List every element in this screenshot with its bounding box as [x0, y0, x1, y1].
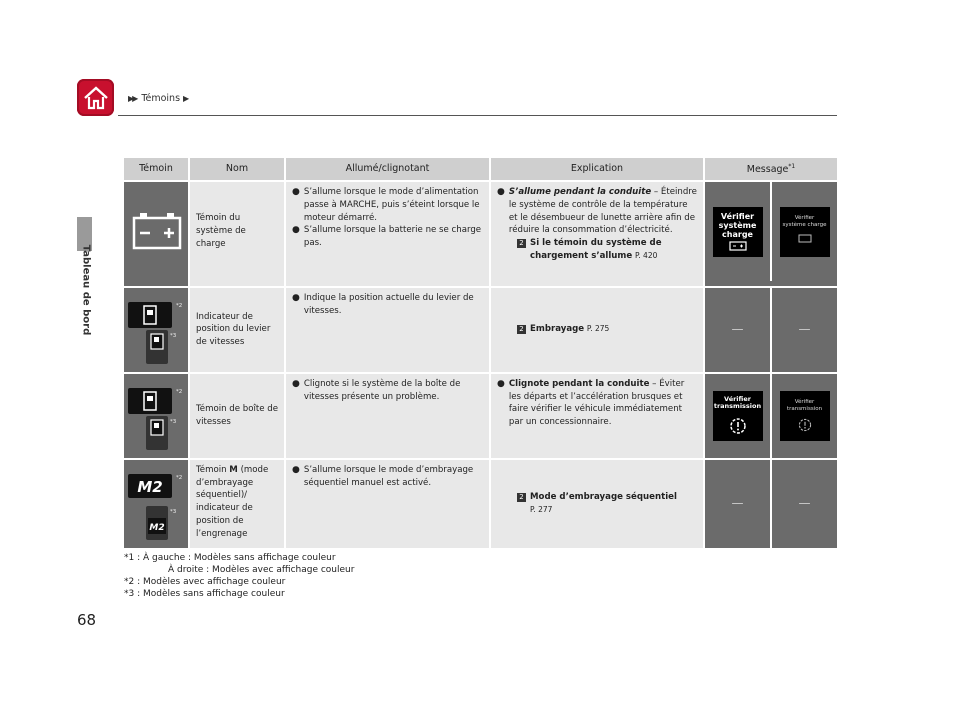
cross-reference-link[interactable]: 2 Si le témoin du système de chargement s’allume P. 420 — [497, 237, 697, 263]
indicator-table — [124, 156, 837, 550]
message-mono-display: Vérifier transmission — [770, 374, 837, 458]
table-row — [124, 374, 837, 458]
transmission-icon-cell: *2 *3 — [124, 374, 190, 458]
cross-reference-link[interactable]: 2 Embrayage P. 275 — [497, 323, 697, 336]
footnote: *1 : À gauche : Modèles sans affichage couleur — [124, 553, 336, 563]
reference-arrow-icon: 2 — [517, 325, 526, 334]
gear-display-icon — [146, 416, 168, 450]
home-button[interactable] — [77, 79, 114, 116]
lit-item: ● S’allume lorsque le mode d’alimentation passe à MARCHE, puis s’éteint lorsque le moteur démarré. — [292, 187, 480, 223]
gear-display-icon — [146, 330, 168, 364]
battery-icon — [124, 182, 190, 281]
message-color-display: Vérifier transmission — [705, 374, 770, 458]
message-color-display: Vérifier système charge — [705, 182, 770, 281]
table-row — [124, 182, 837, 286]
m2-display-icon — [128, 474, 172, 498]
row-name: Témoin M (mode d’embrayage séquentiel)/ indicateur de position de l’engrenage — [196, 464, 269, 539]
lit-item: ● S’allume lorsque la batterie ne se charge pas. — [292, 225, 482, 249]
gear-display-icon — [128, 388, 172, 414]
m2-display-text: M2 — [149, 522, 165, 533]
battery-icon — [798, 233, 812, 243]
sidebar-section-label: Tableau de bord — [80, 244, 92, 336]
footnote: *2 : Modèles avec affichage couleur — [124, 577, 286, 587]
header-temoin: Témoin — [124, 158, 190, 180]
breadcrumb-section[interactable]: Témoins — [141, 93, 181, 104]
reference-arrow-icon: 2 — [517, 493, 526, 502]
gear-warning-icon — [797, 417, 813, 433]
lit-item: ● Clignote si le système de la boîte de vitesses présente un problème. — [292, 378, 461, 402]
message-none: — — [798, 322, 811, 337]
cross-reference-link[interactable]: 2 Mode d’embrayage séquentiel P. 277 — [497, 491, 697, 517]
message-none: — — [731, 322, 744, 337]
header-rule — [118, 115, 837, 116]
m2-display-text: M2 — [137, 477, 163, 496]
table-row — [124, 460, 837, 548]
table-row — [124, 288, 837, 372]
header-message: Message$^{*1}$ — [705, 158, 837, 180]
explanation-item: ● Clignote pendant la conduite – Éviter les départs et l’accélération brusques et faire vérifier le véhicule immédiatement par un concessionnaire. — [497, 378, 685, 428]
m2-display-icon — [146, 506, 168, 540]
message-mono-display: Vérifier système charge — [770, 182, 837, 281]
message-none: — — [731, 496, 744, 511]
gear-display-icon — [128, 302, 172, 328]
gear-position-icon-cell: *2 *3 — [124, 288, 190, 372]
breadcrumb-arrow-icon: ▶▶ — [128, 94, 137, 103]
battery-icon — [729, 239, 747, 251]
header-allume: Allumé/clignotant — [286, 158, 491, 180]
breadcrumb — [128, 93, 189, 104]
lit-item: ● S’allume lorsque le mode d’embrayage séquentiel manuel est activé. — [292, 464, 474, 488]
explanation-item: ● S’allume pendant la conduite – Éteindre le système de contrôle de la température et le désembueur de lunette arrière afin de réduire la consommation d’électricité. — [497, 187, 697, 236]
header-explication: Explication — [491, 158, 705, 180]
charge-icon-cell — [124, 182, 190, 286]
footnotes — [124, 552, 354, 600]
row-name: Témoin de boîte de vitesses — [196, 404, 278, 427]
gear-warning-icon — [728, 416, 748, 436]
sequential-mode-icon-cell: M2 *2 M2 *3 — [124, 460, 190, 548]
footnote: À droite : Modèles avec affichage couleur — [168, 565, 355, 575]
home-icon — [83, 86, 109, 110]
lit-item: ● Indique la position actuelle du levier de vitesses. — [292, 292, 474, 316]
reference-arrow-icon: 2 — [517, 239, 526, 248]
footnote: *3 : Modèles sans affichage couleur — [124, 589, 285, 599]
breadcrumb-arrow-icon: ▶ — [183, 94, 190, 103]
header-nom: Nom — [190, 158, 286, 180]
message-none: — — [798, 496, 811, 511]
page-number: 68 — [77, 611, 97, 629]
row-name: Témoin du système de charge — [196, 213, 246, 249]
row-name: Indicateur de position du levier de vitesses — [196, 311, 271, 348]
table-header-row — [124, 158, 837, 180]
